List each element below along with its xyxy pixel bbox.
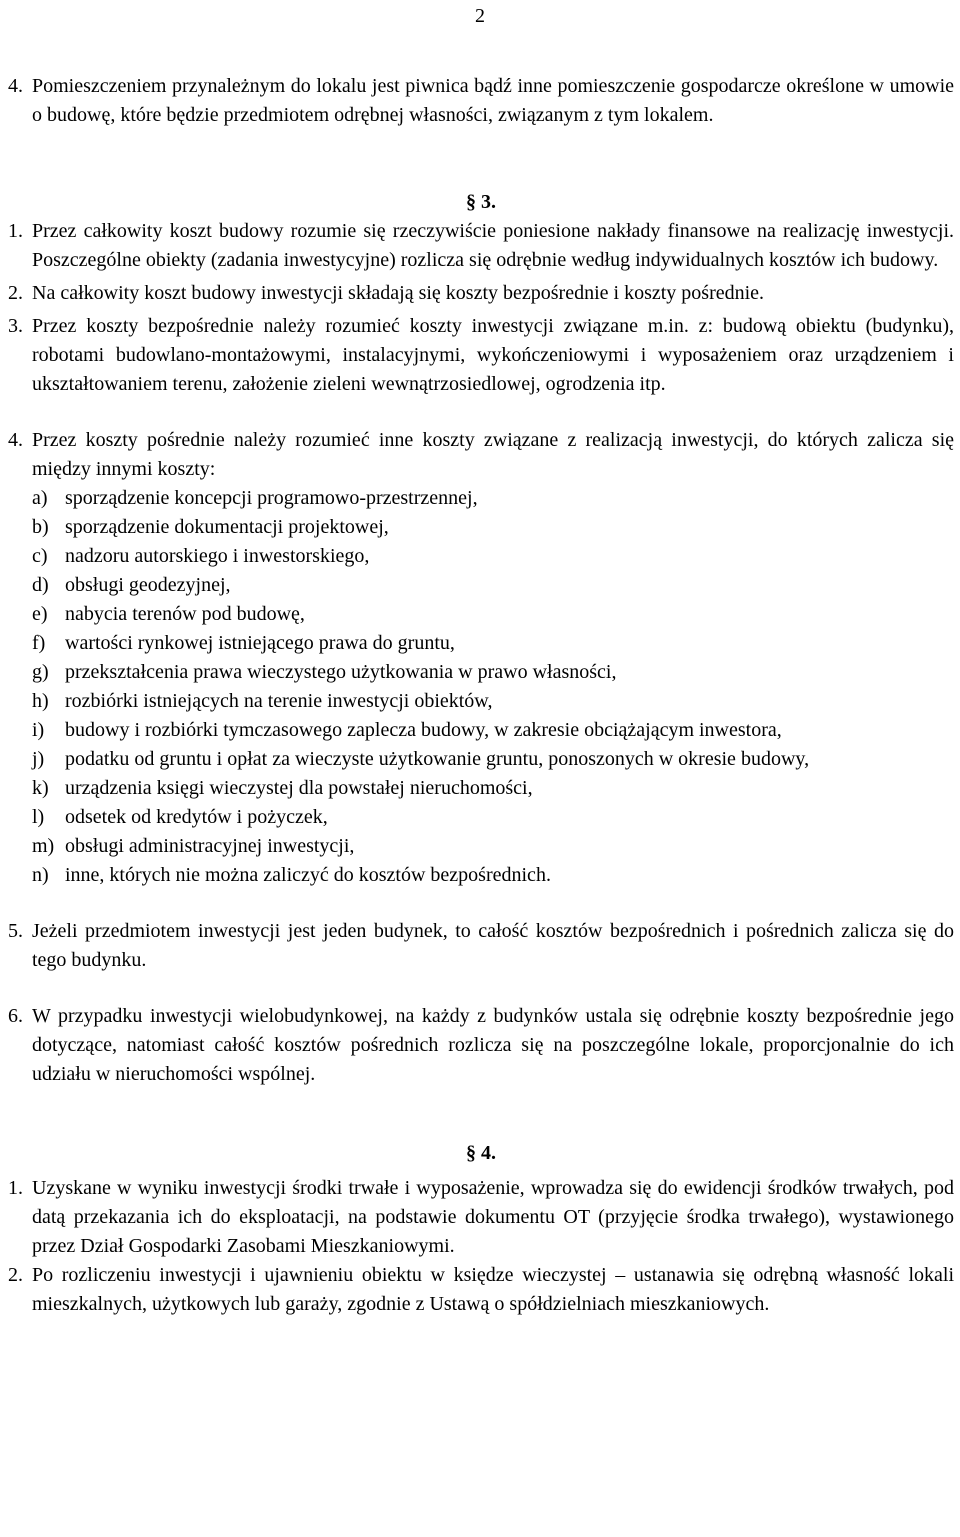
list-item (32, 542, 954, 571)
list-text: przekształcenia prawa wieczystego użytkowania w prawo własności, (65, 661, 617, 683)
s3-paragraph-6 (8, 1002, 954, 1089)
list-text: inne, których nie można zaliczyć do kosztów bezpośrednich. (65, 864, 551, 886)
list-letter: k) (32, 777, 49, 799)
list-text: odsetek od kredytów i pożyczek, (65, 806, 328, 828)
spacer (8, 130, 954, 188)
list-item (32, 803, 954, 832)
list-item (32, 658, 954, 687)
list-letter: b) (32, 516, 49, 538)
list-item (32, 687, 954, 716)
list-text: sporządzenie dokumentacji projektowej, (65, 516, 389, 538)
list-letter: d) (32, 574, 49, 596)
s3-paragraph-5 (8, 917, 954, 975)
paragraph-number: 6. (8, 1005, 23, 1027)
paragraph-number: 1. (8, 1177, 23, 1199)
list-item (32, 600, 954, 629)
list-letter: g) (32, 661, 49, 683)
paragraph-text: Przez koszty pośrednie należy rozumieć inne koszty związane z realizacją inwestycji, do których zalicza się między innymi koszty: (32, 429, 954, 480)
section-header-3: § 3. (466, 191, 496, 213)
paragraph-number: 4. (8, 429, 23, 451)
paragraph-number: 5. (8, 920, 23, 942)
paragraph-number: 1. (8, 220, 23, 242)
list-item (32, 484, 954, 513)
paragraph-number: 4. (8, 75, 23, 97)
s4-paragraph-2 (8, 1261, 954, 1319)
section-header-4: § 4. (466, 1142, 496, 1164)
list-text: wartości rynkowej istniejącego prawa do gruntu, (65, 632, 455, 654)
paragraph-text: Przez całkowity koszt budowy rozumie się rzeczywiście poniesione nakłady finansowe na realizację inwestycji. Poszczególne obiekty (zadania inwestycyjne) rozlicza się odrębnie według indywidualnych kosztów ich budowy. (32, 220, 954, 271)
list-text: budowy i rozbiórki tymczasowego zaplecza budowy, w zakresie obciążającym inwestora, (65, 719, 782, 741)
list-item (32, 513, 954, 542)
list-letter: j) (32, 748, 45, 770)
list-item (32, 774, 954, 803)
list-text: obsługi administracyjnej inwestycji, (65, 835, 355, 857)
list-text: nadzoru autorskiego i inwestorskiego, (65, 545, 370, 567)
list-letter: e) (32, 603, 48, 625)
list-text: obsługi geodezyjnej, (65, 574, 231, 596)
s3-paragraph-4 (8, 426, 954, 890)
list-text: urządzenia księgi wieczystej dla powstałej nieruchomości, (65, 777, 533, 799)
list-letter: f) (32, 632, 46, 654)
paragraph-text: W przypadku inwestycji wielobudynkowej, na każdy z budynków ustala się odrębnie koszty bezpośrednie jego dotyczące, natomiast całość kosztów pośrednich rozlicza się na poszczególne lokale, proporcjonalnie do ich udziału w nieruchomości wspólnej. (32, 1005, 954, 1085)
list-text: nabycia terenów pod budowę, (65, 603, 305, 625)
paragraph-text: Na całkowity koszt budowy inwestycji składają się koszty bezpośrednie i koszty pośrednie. (32, 282, 765, 304)
spacer (8, 1089, 954, 1139)
list-letter: c) (32, 545, 48, 567)
paragraph-text: Przez koszty bezpośrednie należy rozumieć koszty inwestycji związane m.in. z: budową obiektu (budynku), robotami budowlano-montażowymi, instalacyjnymi, wykończeniowymi i wyposażeniem oraz urządzeniem i ukształtowaniem terenu, założenie zieleni wewnątrzosiedlowej, ogrodzenia itp. (32, 315, 954, 395)
paragraph-text: Pomieszczeniem przynależnym do lokalu jest piwnica bądź inne pomieszczenie gospodarcze określone w umowie o budowę, które będzie przedmiotem odrębnej własności, związanym z tym lokalem. (32, 75, 954, 126)
s3-paragraph-1 (8, 217, 954, 275)
list-item (32, 832, 954, 861)
list-text: podatku od gruntu i opłat za wieczyste użytkowanie gruntu, ponoszonych w okresie budowy, (65, 748, 810, 770)
paragraph-number: 3. (8, 315, 23, 337)
document-body (8, 72, 954, 1319)
list-item (32, 716, 954, 745)
paragraph-text: Jeżeli przedmiotem inwestycji jest jeden budynek, to całość kosztów bezpośrednich i pośrednich zalicza się do tego budynku. (32, 920, 954, 971)
paragraph-4-prev (8, 72, 954, 130)
list-letter: m) (32, 835, 55, 857)
cost-list (32, 484, 954, 890)
s3-paragraph-3 (8, 312, 954, 399)
paragraph-text: Uzyskane w wyniku inwestycji środki trwałe i wyposażenie, wprowadza się do ewidencji środków trwałych, pod datą przekazania ich do eksploatacji, na podstawie dokumentu OT (przyjęcie środka trwałego), wystawionego przez Dział Gospodarki Zasobami Mieszkaniowymi. (32, 1177, 954, 1257)
list-item (32, 571, 954, 600)
list-letter: h) (32, 690, 49, 712)
paragraph-number: 2. (8, 1264, 23, 1286)
list-item (32, 629, 954, 658)
s4-paragraph-1 (8, 1174, 954, 1261)
list-text: rozbiórki istniejących na terenie inwestycji obiektów, (65, 690, 493, 712)
paragraph-text: Po rozliczeniu inwestycji i ujawnieniu obiektu w księdze wieczystej – ustanawia się odrębną własność lokali mieszkalnych, użytkowych lub garaży, zgodnie z Ustawą o spółdzielniach mieszkaniowych. (32, 1264, 954, 1315)
page-number: 2 (475, 5, 485, 27)
list-text: sporządzenie koncepcji programowo-przestrzennej, (65, 487, 478, 509)
list-item (32, 861, 954, 890)
paragraph-number: 2. (8, 282, 23, 304)
list-letter: n) (32, 864, 49, 886)
list-letter: a) (32, 487, 48, 509)
list-item (32, 745, 954, 774)
s3-paragraph-2 (8, 279, 954, 308)
list-letter: l) (32, 806, 45, 828)
list-letter: i) (32, 719, 45, 741)
